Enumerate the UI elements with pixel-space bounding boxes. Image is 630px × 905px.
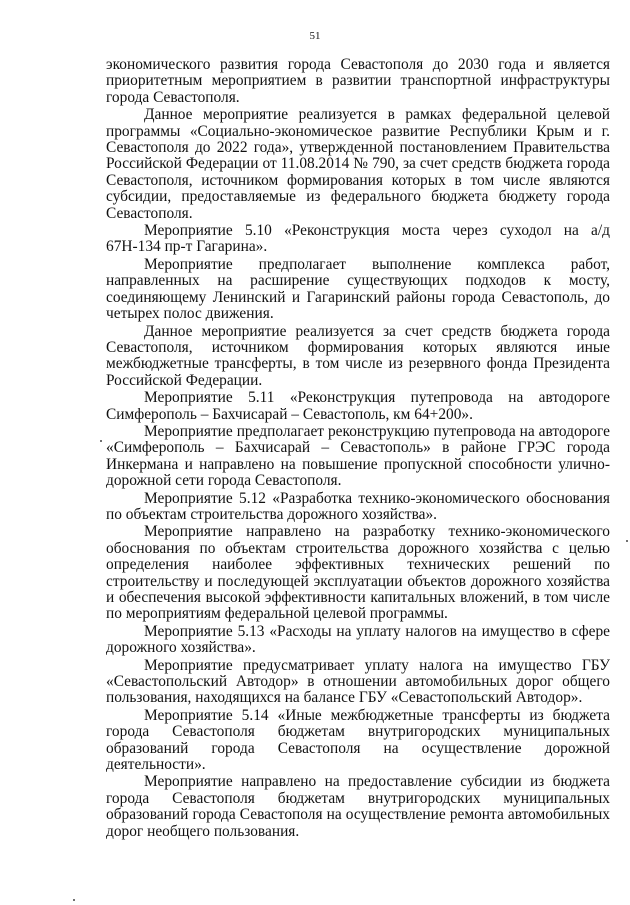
paragraph: Мероприятие 5.14 «Иные межбюджетные трансферты из бюджета города Севастополя бюджетам внутригородских муниципальных образований города Севастополя на осуществление дорожной деятельности». [106,706,610,774]
paragraph: Мероприятие предусматривает уплату налога на имущество ГБУ «Севастопольский Автодор» в отношении автомобильных дорог общего пользования, находящихся на балансе ГБУ «Севастопольский Автодор». [106,656,610,707]
scan-speck [73,899,75,901]
paragraph: Мероприятие направлено на предоставление субсидии из бюджета города Севастополя бюджетам внутригородских муниципальных образований города Севастополя на осуществление ремонта автомобильных дорог необщего пользования. [106,773,610,840]
paragraph: Данное мероприятие реализуется за счет средств бюджета города Севастополя, источником формирования которых являются иные межбюджетные трансферты, в том числе из резервного фонда Президента Российской Федерации. [106,322,610,389]
scan-speck [100,440,102,442]
paragraph: экономического развития города Севастополя до 2030 года и является приоритетным мероприятием в развитии транспортной инфраструктуры города Севастополя. [106,56,610,106]
paragraph: Мероприятие предполагает выполнение комплекса работ, направленных на расширение существующих подходов к мосту, соединяющему Ленинский и Гагаринский районы города Севастополь, до четырех полос движения. [106,255,610,323]
scan-speck [626,540,628,542]
paragraph: Мероприятие направлено на разработку технико-экономического обоснования по объектам строительства дорожного хозяйства с целью определения наиболее эффективных технических решений по строительству и последующей эксплуатации объектов дорожного хозяйства и обеспечения высокой эффективности капитальных вложений, в том числе по мероприятиям федеральной целевой программы. [106,523,610,623]
paragraph: Мероприятие 5.10 «Реконструкция моста через суходол на а/д 67Н-134 пр-т Гагарина». [106,222,610,256]
body-text [106,57,610,841]
paragraph: Данное мероприятие реализуется в рамках федеральной целевой программы «Социально-экономическое развитие Республики Крым и г. Севастополя до 2022 года», утвержденной постановлением Правительства Российской Федерации от 11.08.2014 № 790, за счет средств бюджета города Севастополя, источником формирования которых в том числе являются субсидии, предоставляемые из федерального бюджета бюджету города Севастополя. [106,106,610,222]
paragraph: Мероприятие 5.12 «Разработка технико-экономического обоснования по объектам строительства дорожного хозяйства». [106,489,610,523]
paragraph: Мероприятие 5.13 «Расходы на уплату налогов на имущество в сфере дорожного хозяйства». [106,622,610,657]
paragraph: Мероприятие 5.11 «Реконструкция путепровода на автодороге Симферополь – Бахчисарай – Севастополь, км 64+200». [106,389,610,423]
page-number: 51 [309,30,321,42]
paragraph: Мероприятие предполагает реконструкцию путепровода на автодороге «Симферополь – Бахчисарай – Севастополь» в районе ГРЭС города Инкермана и направлено на повышение пропускной способности улично-дорожной сети города Севастополя. [106,422,610,490]
